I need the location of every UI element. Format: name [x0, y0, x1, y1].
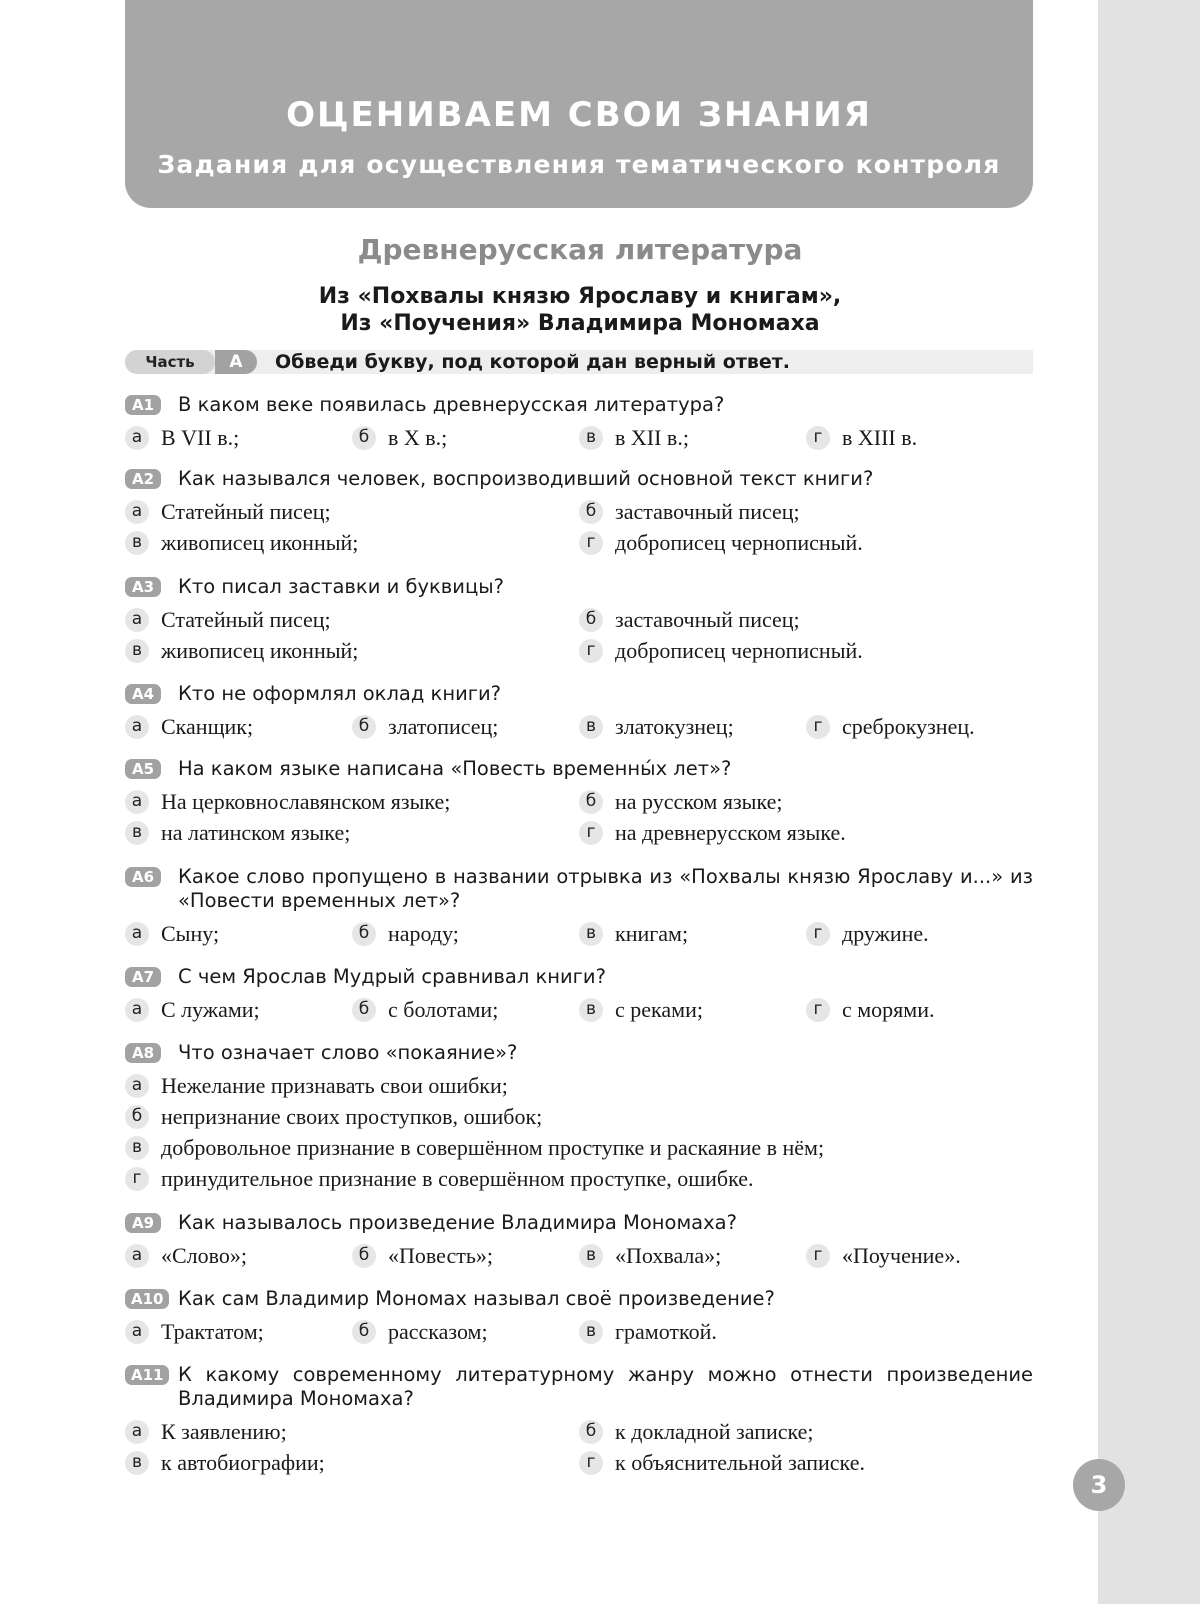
option-text: златокузнец;	[615, 714, 734, 739]
option-text: рассказом;	[388, 1319, 488, 1344]
option-letter-circle[interactable]: в	[579, 1320, 603, 1344]
question-number-badge: A11	[125, 1365, 169, 1385]
option-letter-circle[interactable]: г	[806, 922, 830, 946]
question-a11	[125, 1363, 1033, 1478]
option-letter-circle[interactable]: г	[579, 639, 603, 663]
option-letter-circle[interactable]: в	[579, 998, 603, 1022]
header-title: ОЦЕНИВАЕМ СВОИ ЗНАНИЯ	[286, 95, 872, 135]
option-text: на латинском языке;	[161, 820, 351, 845]
option-text: грамоткой.	[615, 1319, 717, 1344]
question-number-badge: A7	[125, 967, 161, 987]
option-letter-circle[interactable]: б	[352, 1244, 376, 1268]
question-text: С чем Ярослав Мудрый сравнивал книги?	[178, 965, 606, 988]
question-text: На каком языке написана «Повесть временны́х лет»?	[178, 757, 732, 780]
option-letter-circle[interactable]: б	[352, 715, 376, 739]
option-letter-circle[interactable]: а	[125, 608, 149, 632]
option-letter-circle[interactable]: г	[806, 426, 830, 450]
option-letter-circle[interactable]: г	[806, 715, 830, 739]
part-letter-badge: A	[215, 350, 257, 374]
section-title: Древнерусская литература	[357, 233, 803, 266]
part-label: Часть	[125, 350, 215, 374]
option-letter-circle[interactable]: а	[125, 715, 149, 739]
option-letter-circle[interactable]: в	[125, 1136, 149, 1160]
option-letter-circle[interactable]: б	[579, 608, 603, 632]
option-letter-circle[interactable]: а	[125, 1244, 149, 1268]
option-letter-circle[interactable]: б	[579, 790, 603, 814]
option-text: в X в.;	[388, 425, 448, 450]
option-text: заставочный писец;	[615, 499, 800, 524]
option-text: книгам;	[615, 921, 689, 946]
option-text: Статейный писец;	[161, 499, 331, 524]
option-letter-circle[interactable]: а	[125, 426, 149, 450]
option-text: «Поучение».	[842, 1243, 961, 1268]
option-letter-circle[interactable]: б	[579, 1420, 603, 1444]
question-text: Как сам Владимир Мономах называл своё произведение?	[178, 1287, 775, 1310]
option-letter-circle[interactable]: а	[125, 922, 149, 946]
option-letter-circle[interactable]: б	[352, 998, 376, 1022]
question-number-badge: A5	[125, 759, 161, 779]
question-a7	[125, 965, 1033, 1025]
question-a10	[125, 1287, 1033, 1347]
question-a1	[125, 393, 1033, 453]
option-text: к докладной записке;	[615, 1419, 814, 1444]
option-text: Трактатом;	[161, 1319, 264, 1344]
page-header-banner	[125, 0, 1033, 208]
question-a3	[125, 575, 1033, 666]
question-a6	[125, 865, 1033, 949]
question-number-badge: A10	[125, 1289, 169, 1309]
option-letter-circle[interactable]: г	[806, 998, 830, 1022]
question-text: К какому современному литературному жанру можно отнести произведение Владимира Мономаха?	[178, 1363, 1033, 1410]
option-letter-circle[interactable]: в	[579, 715, 603, 739]
option-text: в XIII в.	[842, 425, 918, 450]
option-text: Статейный писец;	[161, 607, 331, 632]
option-text: заставочный писец;	[615, 607, 800, 632]
option-text: добровольное признание в совершённом проступке и раскаяние в нём;	[161, 1135, 825, 1160]
option-text: В VII в.;	[161, 425, 240, 450]
option-text: живописец иконный;	[161, 530, 359, 555]
option-letter-circle[interactable]: г	[806, 1244, 830, 1268]
option-text: с болотами;	[388, 997, 499, 1022]
part-instruction-bar	[125, 350, 1033, 374]
question-number-badge: A4	[125, 684, 161, 704]
option-text: непризнание своих проступков, ошибок;	[161, 1104, 543, 1129]
option-text: «Слово»;	[161, 1243, 248, 1268]
option-text: «Похвала»;	[615, 1243, 722, 1268]
option-text: с морями.	[842, 997, 935, 1022]
question-text: Как назывался человек, воспроизводивший основной текст книги?	[178, 467, 874, 490]
question-number-badge: A8	[125, 1043, 161, 1063]
option-text: доброписец чернописный.	[615, 530, 863, 555]
question-text: Кто не оформлял оклад книги?	[178, 682, 502, 705]
question-a5	[125, 757, 1033, 848]
option-letter-circle[interactable]: б	[352, 1320, 376, 1344]
option-text: на русском языке;	[615, 789, 783, 814]
question-a2	[125, 467, 1033, 558]
option-text: С лужами;	[161, 997, 260, 1022]
question-number-badge: A1	[125, 395, 161, 415]
question-number-badge: A2	[125, 469, 161, 489]
option-letter-circle[interactable]: а	[125, 500, 149, 524]
question-a4	[125, 682, 1033, 742]
question-text: В каком веке появилась древнерусская литература?	[178, 393, 725, 416]
option-letter-circle[interactable]: а	[125, 998, 149, 1022]
option-letter-circle[interactable]: в	[125, 821, 149, 845]
option-text: среброкузнец.	[842, 714, 975, 739]
option-text: «Повесть»;	[388, 1243, 493, 1268]
option-letter-circle[interactable]: г	[579, 821, 603, 845]
option-text: к автобиографии;	[161, 1450, 325, 1475]
option-letter-circle[interactable]: в	[579, 922, 603, 946]
question-text: Как называлось произведение Владимира Мономаха?	[178, 1211, 737, 1234]
option-text: на древнерусском языке.	[615, 820, 846, 845]
option-letter-circle[interactable]: г	[579, 531, 603, 555]
option-letter-circle[interactable]: а	[125, 1420, 149, 1444]
option-letter-circle[interactable]: в	[125, 1451, 149, 1475]
question-number-badge: A6	[125, 867, 161, 887]
question-text: Что означает слово «покаяние»?	[178, 1041, 518, 1064]
option-text: Сыну;	[161, 921, 220, 946]
question-a9	[125, 1211, 1033, 1271]
option-text: живописец иконный;	[161, 638, 359, 663]
option-text: с реками;	[615, 997, 703, 1022]
option-letter-circle[interactable]: а	[125, 1320, 149, 1344]
option-text: К заявлению;	[161, 1419, 287, 1444]
header-subtitle: Задания для осуществления тематического контроля	[157, 150, 1001, 179]
option-letter-circle[interactable]: в	[579, 1244, 603, 1268]
work-title-line-1: Из «Похвалы князю Ярославу и книгам»,	[318, 284, 842, 309]
option-letter-circle[interactable]: в	[125, 531, 149, 555]
question-number-badge: A9	[125, 1213, 161, 1233]
option-letter-circle[interactable]: б	[125, 1105, 149, 1129]
question-text: Какое слово пропущено в названии отрывка из «Похвалы князю Ярославу и...» из «Повести временных лет»?	[178, 865, 1033, 912]
option-text: дружине.	[842, 921, 929, 946]
question-number-badge: A3	[125, 577, 161, 597]
question-text: Кто писал заставки и буквицы?	[178, 575, 504, 598]
option-text: златописец;	[388, 714, 499, 739]
page-number: 3	[1073, 1459, 1125, 1511]
option-text: Нежелание признавать свои ошибки;	[161, 1073, 508, 1098]
option-text: Сканщик;	[161, 714, 254, 739]
option-letter-circle[interactable]: а	[125, 1074, 149, 1098]
option-letter-circle[interactable]: г	[579, 1451, 603, 1475]
option-text: принудительное признание в совершённом проступке, ошибке.	[161, 1166, 754, 1191]
option-text: народу;	[388, 921, 459, 946]
option-letter-circle[interactable]: в	[579, 426, 603, 450]
question-a8	[125, 1041, 1033, 1194]
part-instruction: Обведи букву, под которой дан верный ответ.	[275, 351, 790, 373]
option-letter-circle[interactable]: б	[352, 922, 376, 946]
work-title-line-2: Из «Поучения» Владимира Мономаха	[340, 311, 820, 336]
option-text: доброписец чернописный.	[615, 638, 863, 663]
option-text: На церковнославянском языке;	[161, 789, 451, 814]
option-letter-circle[interactable]: в	[125, 639, 149, 663]
work-title	[0, 283, 1160, 337]
option-letter-circle[interactable]: а	[125, 790, 149, 814]
option-text: к объяснительной записке.	[615, 1450, 865, 1475]
option-letter-circle[interactable]: б	[579, 500, 603, 524]
option-letter-circle[interactable]: б	[352, 426, 376, 450]
option-letter-circle[interactable]: г	[125, 1167, 149, 1191]
option-text: в XII в.;	[615, 425, 689, 450]
